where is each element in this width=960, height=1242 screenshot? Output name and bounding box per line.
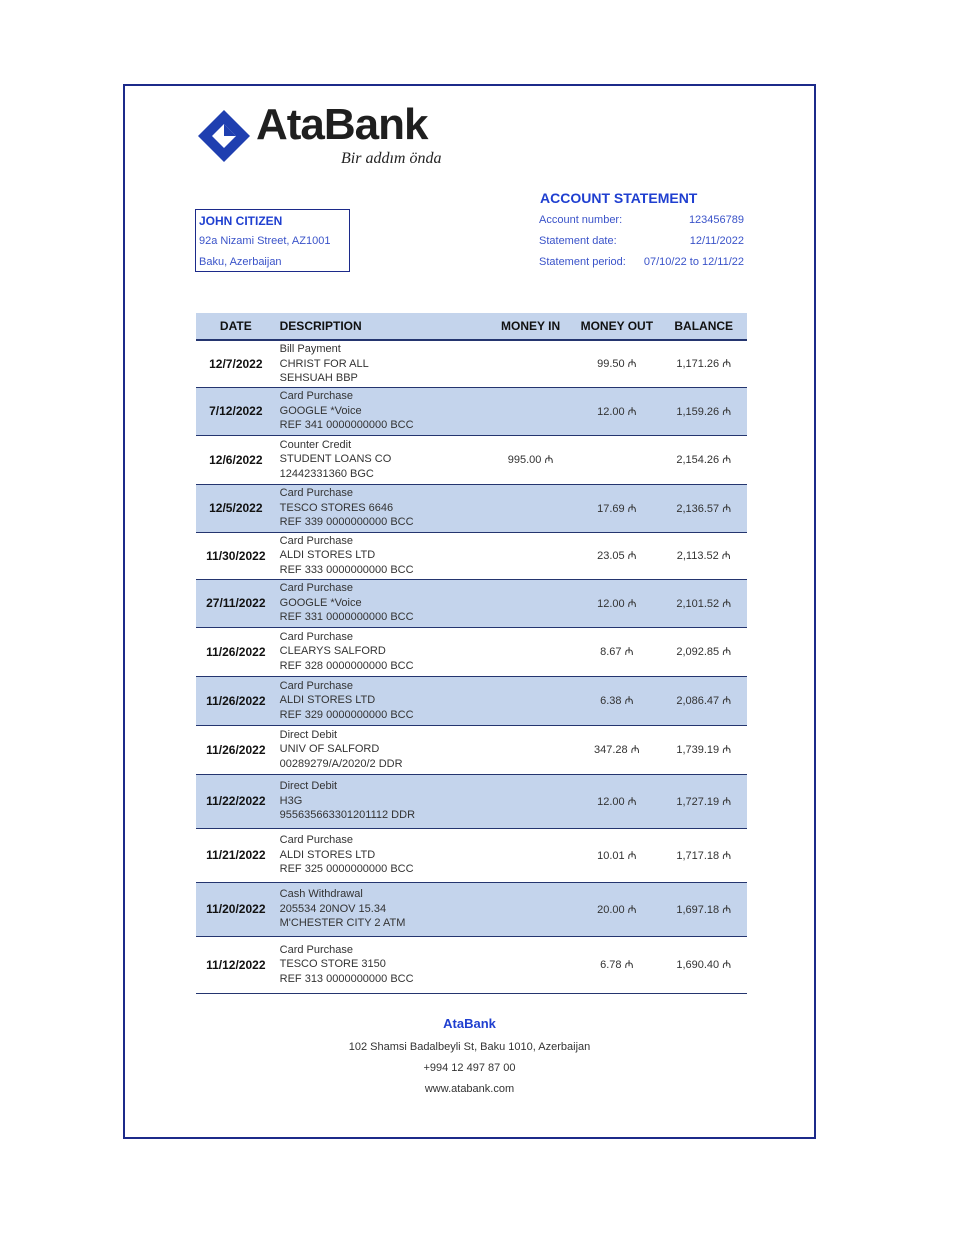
row-date: 12/5/2022 [196, 484, 276, 532]
table-row [196, 627, 747, 676]
desc-payee: GOOGLE *Voice [279, 596, 362, 609]
row-money-out [573, 435, 660, 484]
header-balance: BALANCE [660, 313, 747, 340]
row-balance: 2,154.26 ₼ [660, 435, 747, 484]
table-header-row [196, 313, 747, 340]
statement-period-value: 07/10/22 to 12/11/22 [643, 256, 744, 268]
table-row [196, 774, 747, 828]
row-description [276, 340, 488, 387]
desc-payee: ALDI STORES LTD [279, 848, 376, 861]
row-date: 12/6/2022 [196, 435, 276, 484]
desc-reference: SEHSUAH BBP [279, 372, 358, 384]
row-description [276, 882, 488, 936]
table-row [196, 532, 747, 579]
customer-address-line1: 92a Nizami Street, AZ1001 [199, 235, 331, 247]
row-money-out: 347.28 ₼ [573, 725, 660, 774]
account-number-row [539, 214, 744, 226]
desc-reference: 955635663301201112 DDR [279, 809, 416, 822]
table-row [196, 484, 747, 532]
header-date: DATE [196, 313, 276, 340]
row-date: 11/21/2022 [196, 828, 276, 882]
row-money-out: 10.01 ₼ [573, 828, 660, 882]
customer-name: JOHN CITIZEN [199, 214, 283, 228]
row-date: 27/11/2022 [196, 579, 276, 627]
row-money-out: 12.00 ₼ [573, 579, 660, 627]
row-balance: 1,727.19 ₼ [660, 774, 747, 828]
desc-type: Counter Credit [279, 438, 352, 451]
row-money-out: 6.38 ₼ [573, 676, 660, 725]
row-money-out: 20.00 ₼ [573, 882, 660, 936]
table-row [196, 387, 747, 435]
desc-reference: REF 341 0000000000 BCC [279, 419, 414, 432]
desc-reference: REF 333 0000000000 BCC [279, 563, 414, 576]
footer-bank-name: AtaBank [443, 1016, 496, 1031]
desc-type: Card Purchase [279, 834, 354, 847]
row-money-in [488, 387, 573, 435]
desc-payee: 205534 20NOV 15.34 [279, 902, 387, 915]
row-balance: 1,717.18 ₼ [660, 828, 747, 882]
row-date: 11/26/2022 [196, 627, 276, 676]
row-balance: 2,092.85 ₼ [660, 627, 747, 676]
row-money-in [488, 676, 573, 725]
row-money-in [488, 532, 573, 579]
row-description [276, 532, 488, 579]
customer-address-box [195, 209, 350, 272]
desc-type: Card Purchase [279, 487, 354, 500]
table-row [196, 725, 747, 774]
row-balance: 1,690.40 ₼ [660, 936, 747, 993]
row-description [276, 484, 488, 532]
row-money-in [488, 774, 573, 828]
row-balance: 2,136.57 ₼ [660, 484, 747, 532]
desc-reference: REF 339 0000000000 BCC [279, 516, 414, 529]
row-description [276, 579, 488, 627]
row-money-in [488, 828, 573, 882]
desc-type: Card Purchase [279, 582, 354, 595]
desc-payee: H3G [279, 794, 303, 807]
desc-reference: REF 325 0000000000 BCC [279, 863, 414, 876]
row-balance: 1,171.26 ₼ [660, 340, 747, 387]
footer-address: 102 Shamsi Badalbeyli St, Baku 1010, Azerbaijan [348, 1041, 591, 1053]
table-row [196, 936, 747, 993]
row-money-out: 12.00 ₼ [573, 774, 660, 828]
row-money-out: 17.69 ₼ [573, 484, 660, 532]
logo-wordmark: AtaBank [256, 100, 428, 149]
table-row [196, 340, 747, 387]
desc-type: Bill Payment [279, 343, 341, 355]
row-money-in [488, 936, 573, 993]
table-row [196, 435, 747, 484]
footer-phone: +994 12 497 87 00 [423, 1062, 516, 1074]
logo-tagline: Bir addım önda [341, 150, 442, 167]
row-date: 11/26/2022 [196, 676, 276, 725]
desc-reference: M'CHESTER CITY 2 ATM [279, 917, 406, 930]
row-description [276, 828, 488, 882]
table-row [196, 676, 747, 725]
row-description [276, 774, 488, 828]
desc-payee: GOOGLE *Voice [279, 404, 362, 417]
row-date: 7/12/2022 [196, 387, 276, 435]
row-balance: 1,697.18 ₼ [660, 882, 747, 936]
header-money-in: MONEY IN [488, 313, 573, 340]
transactions-table [196, 313, 747, 994]
account-number-value: 123456789 [688, 214, 744, 226]
row-date: 11/26/2022 [196, 725, 276, 774]
desc-type: Direct Debit [279, 780, 338, 793]
desc-reference: REF 328 0000000000 BCC [279, 659, 414, 672]
statement-date-row [539, 235, 744, 247]
row-date: 11/20/2022 [196, 882, 276, 936]
header-description: DESCRIPTION [276, 313, 488, 340]
row-description [276, 435, 488, 484]
desc-payee: CHRIST FOR ALL [279, 357, 369, 370]
desc-type: Card Purchase [279, 679, 354, 692]
desc-type: Card Purchase [279, 534, 354, 547]
row-balance: 2,113.52 ₼ [660, 532, 747, 579]
row-money-out: 12.00 ₼ [573, 387, 660, 435]
table-row [196, 882, 747, 936]
footer-website[interactable]: www.atabank.com [424, 1083, 515, 1095]
desc-reference: REF 313 0000000000 BCC [279, 972, 414, 985]
desc-reference: 12442331360 BGC [279, 467, 374, 480]
row-date: 11/22/2022 [196, 774, 276, 828]
row-date: 11/30/2022 [196, 532, 276, 579]
desc-payee: CLEARYS SALFORD [279, 645, 386, 658]
desc-type: Card Purchase [279, 630, 354, 643]
desc-type: Direct Debit [279, 728, 338, 741]
row-description [276, 627, 488, 676]
desc-payee: TESCO STORE 3150 [279, 958, 386, 971]
row-money-out: 8.67 ₼ [573, 627, 660, 676]
statement-date-value: 12/11/2022 [689, 235, 744, 247]
desc-payee: TESCO STORES 6646 [279, 501, 394, 514]
desc-type: Card Purchase [279, 943, 354, 956]
table-row [196, 579, 747, 627]
statement-date-label: Statement date: [539, 235, 617, 247]
row-balance: 2,101.52 ₼ [660, 579, 747, 627]
row-description [276, 387, 488, 435]
desc-payee: ALDI STORES LTD [279, 549, 376, 562]
row-date: 12/7/2022 [196, 340, 276, 387]
desc-payee: UNIV OF SALFORD [279, 743, 380, 756]
statement-title: ACCOUNT STATEMENT [540, 190, 698, 206]
row-balance: 1,739.19 ₼ [660, 725, 747, 774]
row-balance: 1,159.26 ₼ [660, 387, 747, 435]
desc-reference: REF 331 0000000000 BCC [279, 611, 414, 624]
row-money-in: 995.00 ₼ [488, 435, 573, 484]
row-balance: 2,086.47 ₼ [660, 676, 747, 725]
row-money-in [488, 725, 573, 774]
desc-reference: 00289279/A/2020/2 DDR [279, 757, 403, 770]
desc-payee: STUDENT LOANS CO [279, 453, 392, 466]
row-money-out: 23.05 ₼ [573, 532, 660, 579]
statement-period-label: Statement period: [539, 256, 626, 268]
desc-type: Card Purchase [279, 390, 354, 403]
row-description [276, 936, 488, 993]
row-money-in [488, 340, 573, 387]
diamond-logo-icon [196, 108, 252, 164]
desc-type: Cash Withdrawal [279, 888, 363, 901]
row-money-in [488, 484, 573, 532]
row-money-out: 6.78 ₼ [573, 936, 660, 993]
account-number-label: Account number: [539, 214, 623, 226]
row-money-in [488, 627, 573, 676]
customer-address-line2: Baku, Azerbaijan [199, 256, 282, 268]
header-money-out: MONEY OUT [573, 313, 660, 340]
statement-period-row [539, 256, 744, 268]
row-money-in [488, 579, 573, 627]
row-description [276, 676, 488, 725]
row-money-in [488, 882, 573, 936]
table-row [196, 828, 747, 882]
desc-payee: ALDI STORES LTD [279, 694, 376, 707]
desc-reference: REF 329 0000000000 BCC [279, 708, 414, 721]
row-date: 11/12/2022 [196, 936, 276, 993]
row-money-out: 99.50 ₼ [573, 340, 660, 387]
row-description [276, 725, 488, 774]
bank-logo [196, 100, 466, 172]
